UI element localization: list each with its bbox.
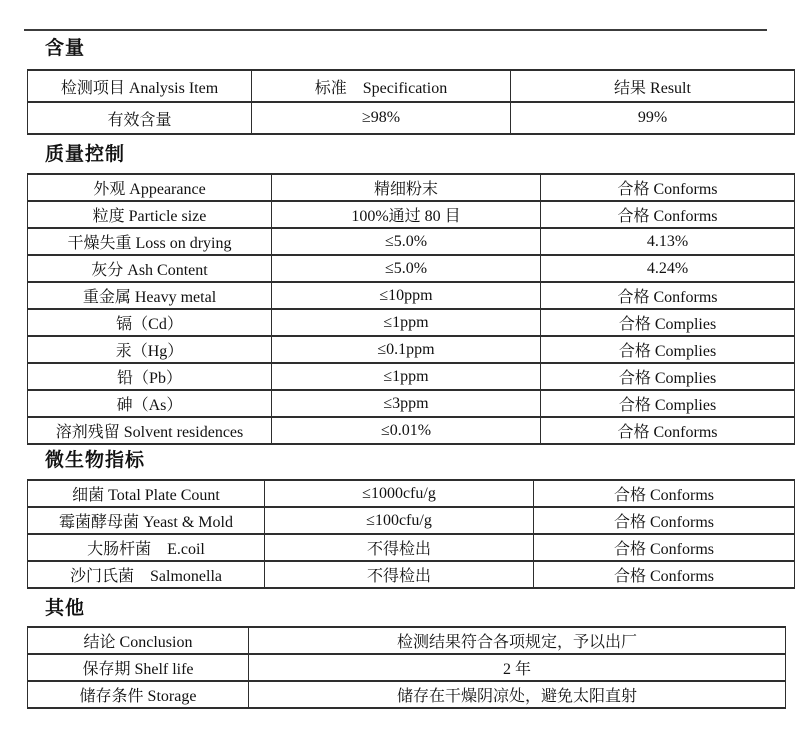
cell-item: 砷（As）	[28, 390, 272, 417]
cell-result: 合格 Complies	[541, 390, 795, 417]
table-row	[28, 390, 795, 417]
cell-spec: 精细粉末	[272, 174, 541, 201]
cell-spec: ≤5.0%	[272, 228, 541, 255]
cell-spec: ≤1ppm	[272, 363, 541, 390]
cell-item: 汞（Hg）	[28, 336, 272, 363]
cell-spec: 100%通过 80 目	[272, 201, 541, 228]
section-title-content: 含量	[45, 38, 86, 59]
cell-spec: 不得检出	[265, 534, 534, 561]
cell-item: 沙门氏菌 Salmonella	[28, 561, 265, 588]
table-row	[28, 228, 795, 255]
table-row	[28, 201, 795, 228]
cell-result: 合格 Conforms	[541, 201, 795, 228]
section-title-quality-control: 质量控制	[45, 144, 126, 165]
table-row	[28, 417, 795, 444]
cell-item: 外观 Appearance	[28, 174, 272, 201]
cell-item: 结论 Conclusion	[28, 627, 249, 654]
cell-item: 大肠杆菌 E.coil	[28, 534, 265, 561]
cell-result: 合格 Complies	[541, 309, 795, 336]
cell-result: 合格 Complies	[541, 363, 795, 390]
table-row	[28, 534, 795, 561]
cell-result: 合格 Conforms	[534, 561, 795, 588]
table-row	[28, 654, 786, 681]
cell-item: 霉菌酵母菌 Yeast & Mold	[28, 507, 265, 534]
microbiological-table	[27, 479, 795, 589]
table-row	[28, 282, 795, 309]
cell-item: 干燥失重 Loss on drying	[28, 228, 272, 255]
table-row	[28, 102, 795, 134]
cell-item: 保存期 Shelf life	[28, 654, 249, 681]
cell-result: 合格 Conforms	[541, 282, 795, 309]
table-row	[28, 309, 795, 336]
header-analysis-item: 检测项目 Analysis Item	[28, 70, 252, 102]
cell-spec: ≤0.01%	[272, 417, 541, 444]
cell-result: 合格 Conforms	[534, 507, 795, 534]
cell-item: 溶剂残留 Solvent residences	[28, 417, 272, 444]
cell-spec: 不得检出	[265, 561, 534, 588]
header-result: 结果 Result	[511, 70, 795, 102]
section-title-other: 其他	[45, 598, 86, 619]
cell-value: 储存在干燥阴凉处，避免太阳直射	[249, 681, 786, 708]
cell-item: 铅（Pb）	[28, 363, 272, 390]
cell-result: 合格 Conforms	[534, 534, 795, 561]
cell-item: 重金属 Heavy metal	[28, 282, 272, 309]
content-table	[27, 69, 795, 135]
table-row	[28, 561, 795, 588]
cell-result: 合格 Conforms	[541, 417, 795, 444]
cell-spec: ≤0.1ppm	[272, 336, 541, 363]
cell-result: 合格 Conforms	[541, 174, 795, 201]
cell-result: 4.24%	[541, 255, 795, 282]
cell-item: 灰分 Ash Content	[28, 255, 272, 282]
cell-item: 有效含量	[28, 102, 252, 134]
cell-spec: ≤1000cfu/g	[265, 480, 534, 507]
cell-item: 粒度 Particle size	[28, 201, 272, 228]
cell-item: 镉（Cd）	[28, 309, 272, 336]
cell-spec: ≤1ppm	[272, 309, 541, 336]
quality-control-table	[27, 173, 795, 445]
cell-spec: ≤10ppm	[272, 282, 541, 309]
cell-result: 合格 Conforms	[534, 480, 795, 507]
other-table	[27, 626, 786, 709]
cell-item: 储存条件 Storage	[28, 681, 249, 708]
table-row	[28, 681, 786, 708]
table-row	[28, 336, 795, 363]
table-row	[28, 255, 795, 282]
table-row	[28, 507, 795, 534]
cell-value: 检测结果符合各项规定，予以出厂	[249, 627, 786, 654]
table-row	[28, 174, 795, 201]
table-row	[28, 363, 795, 390]
cell-result: 99%	[511, 102, 795, 134]
cell-spec: ≤100cfu/g	[265, 507, 534, 534]
top-divider	[24, 29, 767, 31]
section-title-microbiological: 微生物指标	[45, 450, 146, 471]
cell-result: 4.13%	[541, 228, 795, 255]
cell-spec: ≤5.0%	[272, 255, 541, 282]
table-row	[28, 627, 786, 654]
cell-spec: ≥98%	[252, 102, 511, 134]
table-header-row	[28, 70, 795, 102]
cell-spec: ≤3ppm	[272, 390, 541, 417]
header-specification: 标准 Specification	[252, 70, 511, 102]
cell-value: 2 年	[249, 654, 786, 681]
cell-item: 细菌 Total Plate Count	[28, 480, 265, 507]
table-row	[28, 480, 795, 507]
cell-result: 合格 Complies	[541, 336, 795, 363]
